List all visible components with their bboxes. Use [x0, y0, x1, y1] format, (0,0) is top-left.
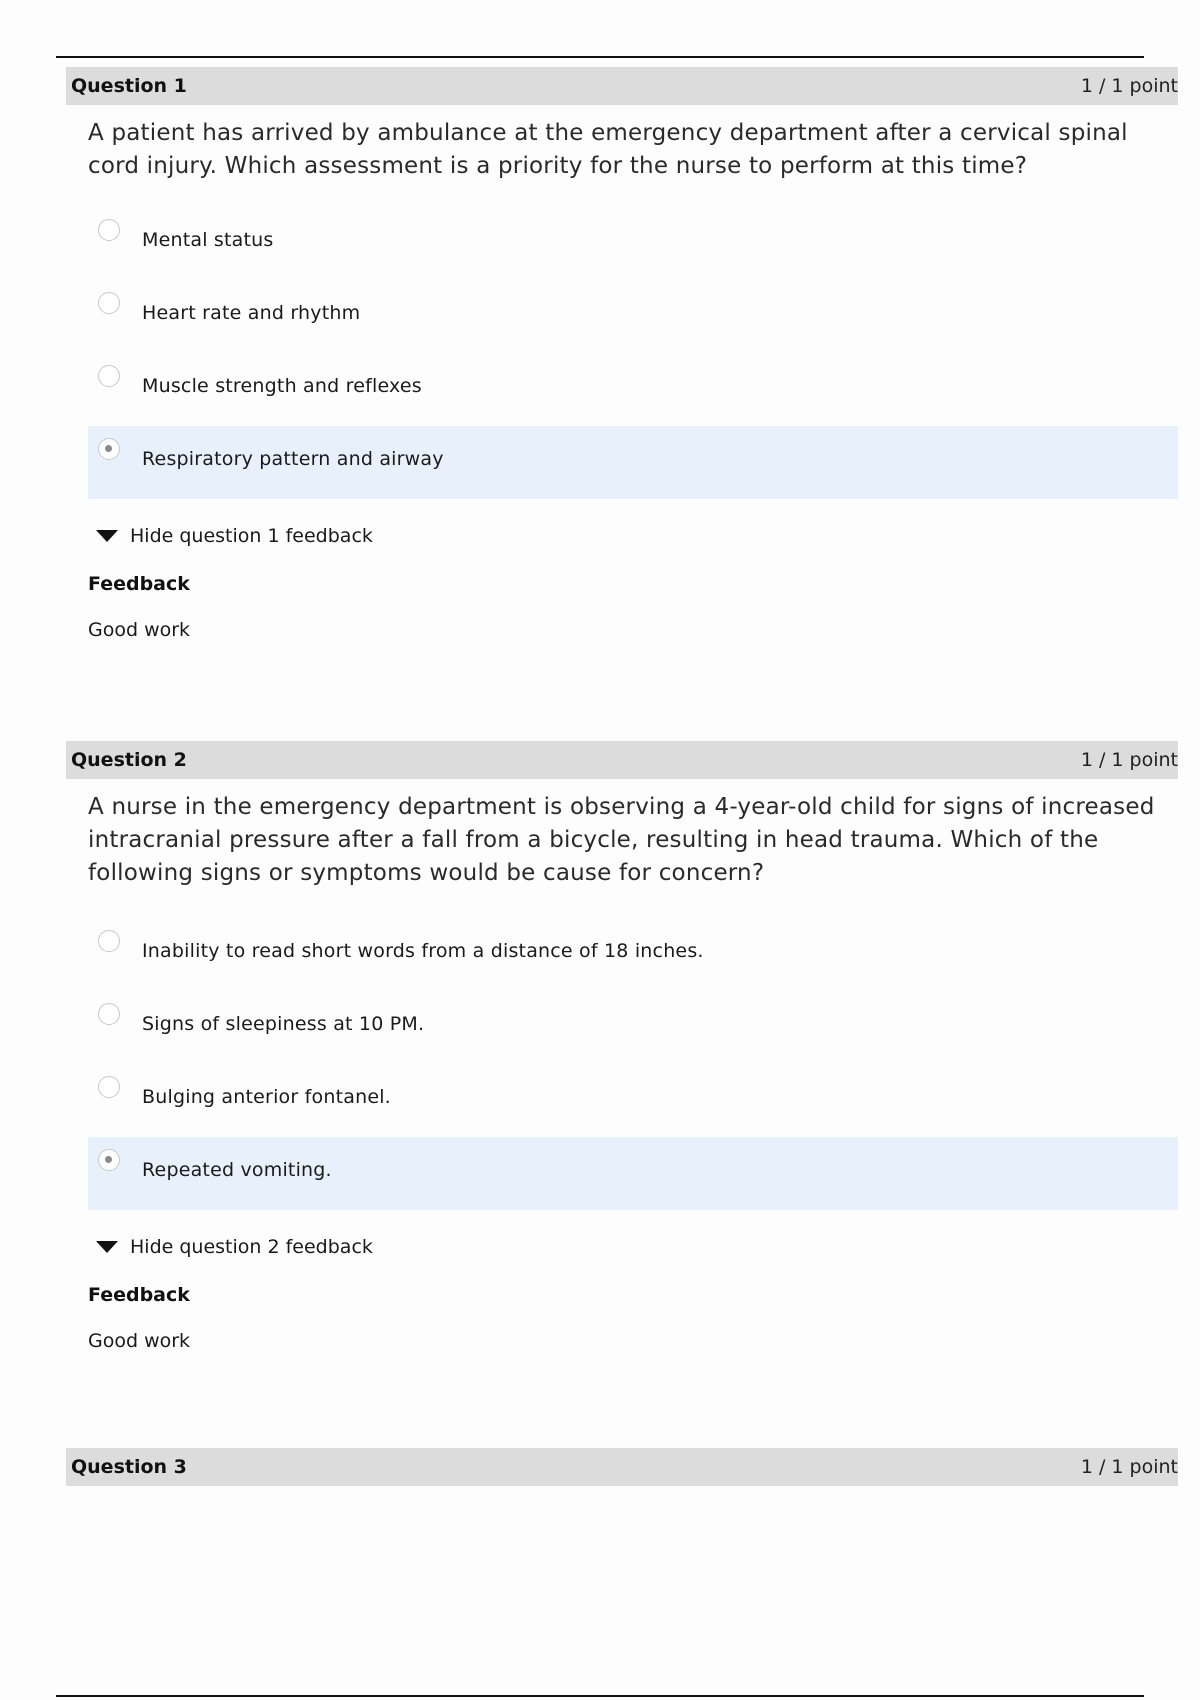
radio-button[interactable]	[98, 930, 120, 952]
answer-option-label: Repeated vomiting.	[142, 1159, 332, 1181]
question-text: A patient has arrived by ambulance at the emergency department after a cervical spinal cord injury. Which assessment is a priority for the nurse to perform at this time?	[88, 120, 1128, 179]
hide-feedback-toggle[interactable]	[96, 521, 1178, 551]
question-header	[66, 741, 1178, 779]
answer-option-label: Bulging anterior fontanel.	[142, 1086, 391, 1108]
hide-feedback-label: Hide question 1 feedback	[130, 525, 373, 547]
question-points: 1 / 1 point	[1080, 1456, 1178, 1478]
answer-option[interactable]	[88, 207, 1178, 280]
answer-option-label: Respiratory pattern and airway	[142, 448, 444, 470]
answer-options	[88, 918, 1178, 1210]
question-header	[66, 1448, 1178, 1486]
answer-options	[88, 207, 1178, 499]
answer-option-selected[interactable]	[88, 1137, 1178, 1210]
question-text: A nurse in the emergency department is observing a 4-year-old child for signs of increased intracranial pressure after a fall from a bicycle, resulting in head trauma. Which of the following signs or symptoms would be cause for concern?	[88, 794, 1155, 886]
radio-button[interactable]	[98, 1076, 120, 1098]
radio-button[interactable]	[98, 292, 120, 314]
answer-option[interactable]	[88, 991, 1178, 1064]
radio-button[interactable]	[98, 1003, 120, 1025]
question-1	[66, 67, 1178, 641]
hide-feedback-label: Hide question 2 feedback	[130, 1236, 373, 1258]
radio-button-checked[interactable]	[98, 438, 120, 460]
answer-option[interactable]	[88, 1064, 1178, 1137]
triangle-down-icon	[96, 1241, 118, 1253]
question-title: Question 2	[71, 749, 187, 771]
question-title: Question 3	[71, 1456, 187, 1478]
feedback-heading: Feedback	[88, 573, 190, 595]
answer-option-label: Muscle strength and reflexes	[142, 375, 422, 397]
feedback-text: Good work	[88, 1330, 191, 1352]
feedback-text: Good work	[88, 619, 191, 641]
question-3	[66, 1448, 1178, 1486]
radio-button[interactable]	[98, 219, 120, 241]
radio-button[interactable]	[98, 365, 120, 387]
answer-option-selected[interactable]	[88, 426, 1178, 499]
answer-option-label: Inability to read short words from a distance of 18 inches.	[142, 940, 704, 962]
top-divider	[56, 56, 1144, 58]
triangle-down-icon	[96, 530, 118, 542]
hide-feedback-toggle[interactable]	[96, 1232, 1178, 1262]
question-points: 1 / 1 point	[1080, 749, 1178, 771]
bottom-divider	[56, 1695, 1144, 1697]
answer-option-label: Heart rate and rhythm	[142, 302, 361, 324]
answer-option[interactable]	[88, 280, 1178, 353]
feedback-heading: Feedback	[88, 1284, 190, 1306]
answer-option-label: Signs of sleepiness at 10 PM.	[142, 1013, 425, 1035]
question-points: 1 / 1 point	[1080, 75, 1178, 97]
answer-option-label: Mental status	[142, 229, 274, 251]
answer-option[interactable]	[88, 353, 1178, 426]
radio-button-checked[interactable]	[98, 1149, 120, 1171]
answer-option[interactable]	[88, 918, 1178, 991]
question-2	[66, 741, 1178, 1352]
question-title: Question 1	[71, 75, 187, 97]
question-header	[66, 67, 1178, 105]
